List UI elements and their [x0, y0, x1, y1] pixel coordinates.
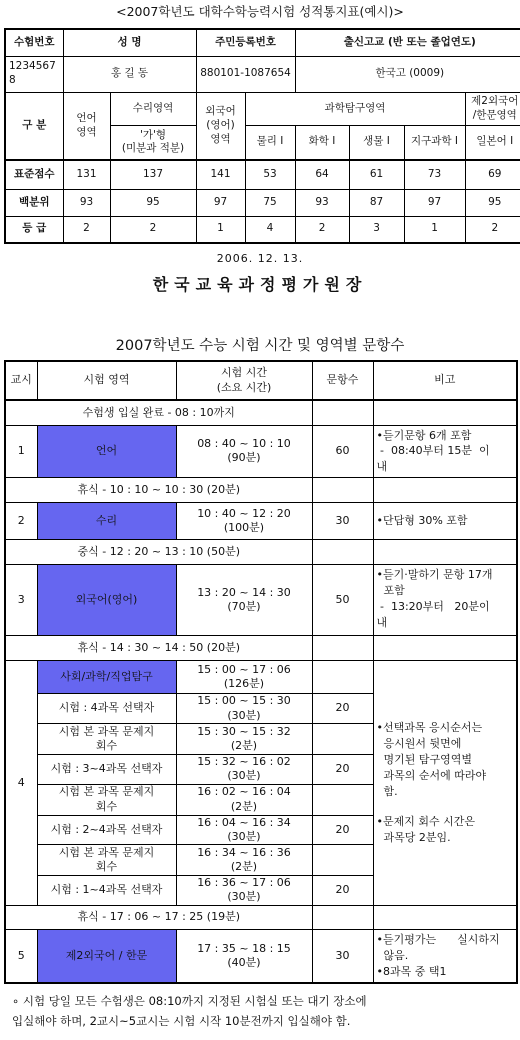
header-reg-no: 주민등록번호 — [196, 29, 295, 56]
col-biology: 생물 Ⅰ — [349, 125, 404, 160]
col-earth-science: 지구과학 Ⅰ — [404, 125, 465, 160]
header-period: 교시 — [5, 361, 37, 400]
student-name: 홍 길 동 — [63, 56, 196, 92]
col-second-language: 제2외국어 /한문영역 — [465, 92, 520, 125]
header-items: 문항수 — [312, 361, 373, 400]
area-inquiry: 사회/과학/직업탐구 — [37, 661, 176, 694]
sub-items: 20 — [312, 754, 373, 784]
score-cell: 97 — [404, 189, 465, 216]
remark-language: •듣기문항 6개 포함 - 08:40부터 15분 이 내 — [373, 425, 517, 478]
sub-time: 16 : 36 ~ 17 : 06 (30분) — [176, 876, 312, 906]
issue-date: 2006. 12. 13. — [216, 252, 304, 265]
entry-notice: 수험생 입실 완료 - 08 : 10까지 — [5, 400, 312, 425]
items-language: 60 — [312, 425, 373, 478]
score-row-grade — [5, 216, 520, 243]
header-name: 성 명 — [63, 29, 196, 56]
sub-time: 16 : 34 ~ 16 : 36 (2분) — [176, 845, 312, 876]
col-foreign: 외국어 (영어) 영역 — [196, 92, 245, 160]
sub-time: 15 : 32 ~ 16 : 02 (30분) — [176, 754, 312, 784]
col-math: 수리영역 — [110, 92, 196, 125]
area-language: 언어 — [37, 425, 176, 478]
remark-inquiry: •선택과목 응시순서는 응시원서 뒷면에 명기된 탐구영역별 과목의 순서에 따라야 함. •문제지 회수 시간은 과목당 2분임. — [373, 661, 517, 905]
score-cell: 2 — [63, 216, 110, 243]
sub-items — [312, 723, 373, 754]
schedule-title: 2007학년도 수능 시험 시간 및 영역별 문항수 — [115, 338, 405, 354]
score-cell: 87 — [349, 189, 404, 216]
time-math: 10 : 40 ~ 12 : 20 (100분) — [176, 503, 312, 540]
sub-time: 16 : 04 ~ 16 : 34 (30분) — [176, 815, 312, 845]
break-1: 휴식 - 10 : 10 ~ 10 : 30 (20분) — [5, 478, 312, 503]
footer-note: ∘ 시험 당일 모든 수험생은 08:10까지 지정된 시험실 또는 대기 장소에 입실해야 하며, 2교시~5교시는 시험 시작 10분전까지 입실해야 함. — [12, 994, 367, 1029]
time-language: 08 : 40 ~ 10 : 10 (90분) — [176, 425, 312, 478]
sub-area: 시험 본 과목 문제지 회수 — [37, 723, 176, 754]
col-physics: 물리 Ⅰ — [245, 125, 295, 160]
col-japanese: 일본어 Ⅰ — [465, 125, 520, 160]
score-cell: 1 — [404, 216, 465, 243]
score-cell: 61 — [349, 160, 404, 189]
area-math: 수리 — [37, 503, 176, 540]
score-cell: 2 — [110, 216, 196, 243]
break-3: 휴식 - 17 : 06 ~ 17 : 25 (19분) — [5, 905, 312, 929]
col-gubun: 구 분 — [5, 92, 63, 160]
break-2: 휴식 - 14 : 30 ~ 14 : 50 (20분) — [5, 636, 312, 661]
remark-english: •듣기·말하기 문항 17개 포함 - 13:20부터 20분이 내 — [373, 565, 517, 636]
schedule-table — [4, 360, 518, 984]
score-row-percentile — [5, 189, 520, 216]
score-cell: 53 — [245, 160, 295, 189]
period-number: 5 — [5, 929, 37, 983]
sub-area: 시험 : 4과목 선택자 — [37, 694, 176, 724]
sub-items — [312, 845, 373, 876]
score-cell: 69 — [465, 160, 520, 189]
sub-items: 20 — [312, 694, 373, 724]
student-school: 한국고 (0009) — [295, 56, 520, 92]
score-row-standard — [5, 160, 520, 189]
header-area: 시험 영역 — [37, 361, 176, 400]
issuer-name: 한국교육과정평가원장 — [152, 275, 368, 294]
area-second-language: 제2외국어 / 한문 — [37, 929, 176, 983]
header-time: 시험 시간 (소요 시간) — [176, 361, 312, 400]
sub-area: 시험 : 3~4과목 선택자 — [37, 754, 176, 784]
sub-area: 시험 본 과목 문제지 회수 — [37, 845, 176, 876]
row-label: 등 급 — [5, 216, 63, 243]
score-cell: 4 — [245, 216, 295, 243]
student-reg-no: 880101-1087654 — [196, 56, 295, 92]
score-cell: 131 — [63, 160, 110, 189]
remark-second-language: •듣기평가는 실시하지 않음. •8과목 중 택1 — [373, 929, 517, 983]
col-math-type: '가'형 (미분과 적분) — [110, 125, 196, 160]
items-math: 30 — [312, 503, 373, 540]
period-number: 4 — [5, 661, 37, 905]
score-cell: 141 — [196, 160, 245, 189]
score-cell: 95 — [465, 189, 520, 216]
col-language: 언어 영역 — [63, 92, 110, 160]
score-cell: 2 — [295, 216, 349, 243]
score-cell: 75 — [245, 189, 295, 216]
items-second-language: 30 — [312, 929, 373, 983]
score-cell: 1 — [196, 216, 245, 243]
score-cell: 137 — [110, 160, 196, 189]
time-english: 13 : 20 ~ 14 : 30 (70분) — [176, 565, 312, 636]
score-cell: 2 — [465, 216, 520, 243]
row-label: 표준점수 — [5, 160, 63, 189]
sub-time: 15 : 30 ~ 15 : 32 (2분) — [176, 723, 312, 754]
sub-items: 20 — [312, 815, 373, 845]
score-cell: 97 — [196, 189, 245, 216]
header-remark: 비고 — [373, 361, 517, 400]
row-label: 백분위 — [5, 189, 63, 216]
report-title: <2007학년도 대학수학능력시험 성적통지표(예시)> — [116, 4, 404, 19]
sub-area: 시험 : 1~4과목 선택자 — [37, 876, 176, 906]
period-number: 1 — [5, 425, 37, 478]
score-cell: 95 — [110, 189, 196, 216]
time-inquiry: 15 : 00 ~ 17 : 06 (126분) — [176, 661, 312, 694]
header-exam-no: 수험번호 — [5, 29, 63, 56]
score-cell: 93 — [63, 189, 110, 216]
col-chemistry: 화학 Ⅰ — [295, 125, 349, 160]
time-second-language: 17 : 35 ~ 18 : 15 (40분) — [176, 929, 312, 983]
sub-items — [312, 784, 373, 815]
sub-time: 15 : 00 ~ 15 : 30 (30분) — [176, 694, 312, 724]
items-english: 50 — [312, 565, 373, 636]
score-report-table — [4, 28, 520, 244]
lunch-break: 중식 - 12 : 20 ~ 13 : 10 (50분) — [5, 540, 312, 565]
score-cell: 73 — [404, 160, 465, 189]
sub-time: 16 : 02 ~ 16 : 04 (2분) — [176, 784, 312, 815]
score-cell: 3 — [349, 216, 404, 243]
score-cell: 64 — [295, 160, 349, 189]
score-cell: 93 — [295, 189, 349, 216]
header-school: 출신고교 (반 또는 졸업연도) — [295, 29, 520, 56]
remark-math: •단답형 30% 포함 — [373, 503, 517, 540]
sub-area: 시험 본 과목 문제지 회수 — [37, 784, 176, 815]
col-science: 과학탐구영역 — [245, 92, 465, 125]
period-number: 2 — [5, 503, 37, 540]
sub-items: 20 — [312, 876, 373, 906]
student-exam-no: 1234567 8 — [5, 56, 63, 92]
period-number: 3 — [5, 565, 37, 636]
area-english: 외국어(영어) — [37, 565, 176, 636]
sub-area: 시험 : 2~4과목 선택자 — [37, 815, 176, 845]
